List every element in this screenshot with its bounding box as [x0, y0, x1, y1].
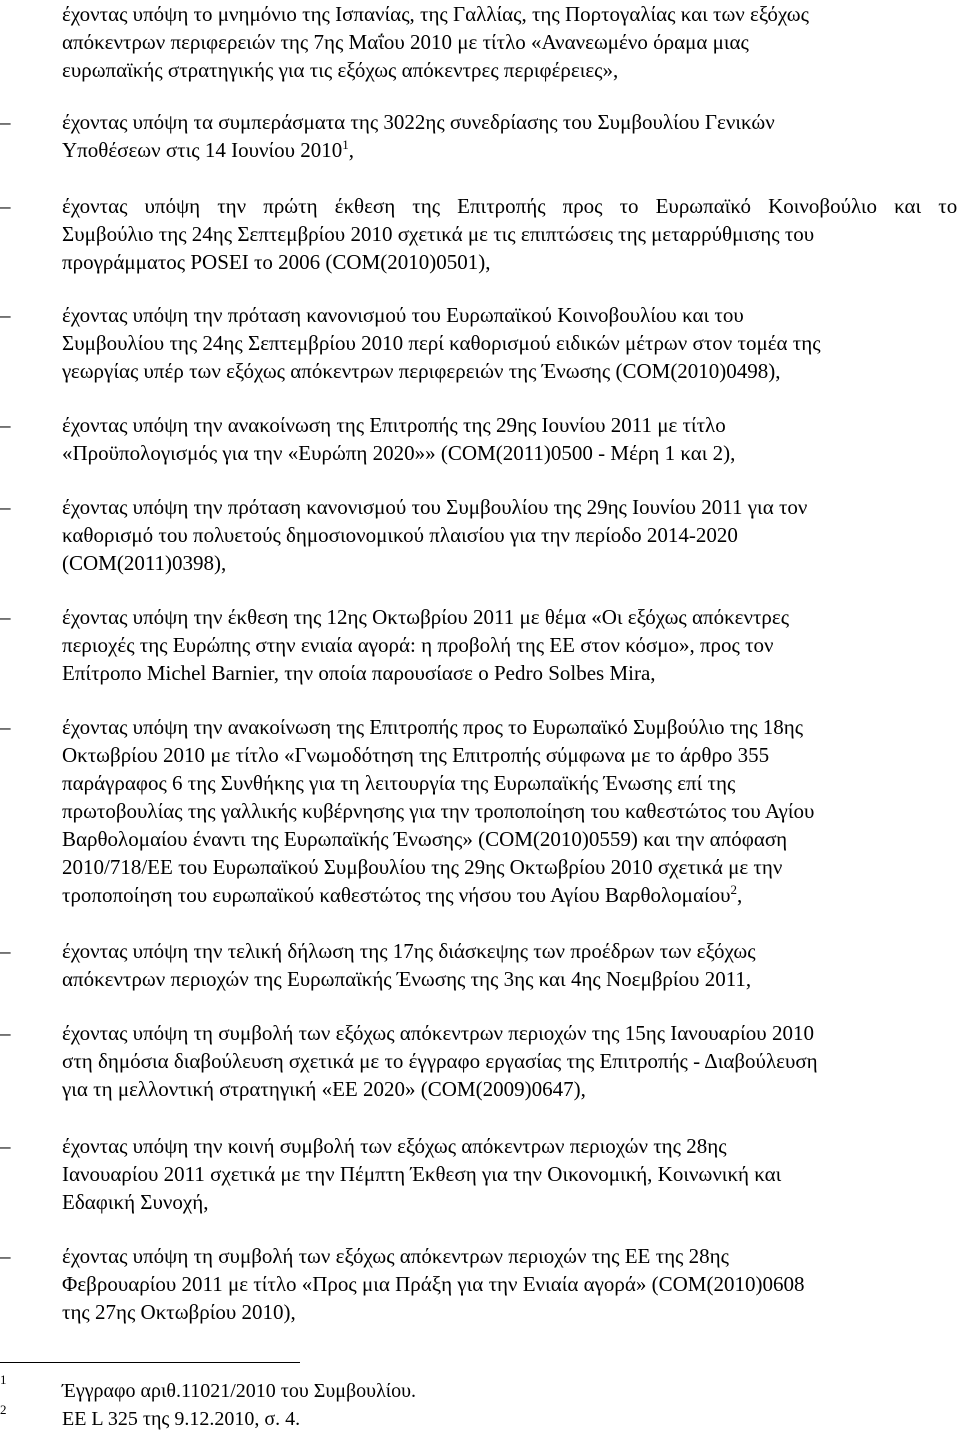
dash-bullet: – [0, 1134, 11, 1158]
text-line: στη δημόσια διαβούλευση σχετικά με το έγγραφο εργασίας της Επιτροπής - Διαβούλευση [62, 1049, 818, 1073]
text-line: έχοντας υπόψη την κοινή συμβολή των εξόχως απόκεντρων περιοχών της 28ης [62, 1134, 727, 1158]
text-line: απόκεντρων περιφερειών της 7ης Μαΐου 2010 με τίτλο «Ανανεωμένο όραμα μιας [62, 30, 749, 54]
text-line: «Προϋπολογισμός για την «Ευρώπη 2020»» (COM(2011)0500 - Μέρη 1 και 2), [62, 441, 736, 465]
dash-bullet: – [0, 110, 11, 134]
text-line [62, 881, 957, 909]
text-line: ευρωπαϊκής στρατηγικής για τις εξόχως απόκεντρες περιφέρειες», [62, 58, 619, 82]
text-line: έχοντας υπόψη το μνημόνιο της Ισπανίας, της Γαλλίας, της Πορτογαλίας και των εξόχως [62, 2, 809, 26]
footnote-text: Έγγραφο αριθ.11021/2010 του Συμβουλίου. [62, 1380, 417, 1402]
footnote-number: 1 [0, 1372, 7, 1387]
dash-bullet: – [0, 605, 11, 629]
list-item-text [62, 937, 957, 993]
dash-bullet: – [0, 939, 11, 963]
dash-bullet: – [0, 413, 11, 437]
list-item-text [62, 108, 957, 164]
text-span: , [348, 138, 355, 162]
footnote-number: 2 [0, 1402, 7, 1417]
list-item-text [62, 493, 957, 577]
text-line: Συμβουλίου της 24ης Σεπτεμβρίου 2010 περί καθορισμού ειδικών μέτρων στον τομέα της [62, 331, 821, 355]
text-line: Επίτροπο Michel Barnier, την οποία παρουσίασε ο Pedro Solbes Mira, [62, 661, 656, 685]
text-line: προγράμματος POSEI το 2006 (COM(2010)0501), [62, 250, 491, 274]
text-line: έχοντας υπόψη τη συμβολή των εξόχως απόκεντρων περιοχών της ΕΕ της 28ης [62, 1244, 729, 1268]
text-line: Βαρθολομαίου έναντι της Ευρωπαϊκής Ένωσης» (COM(2010)0559) και την απόφαση [62, 827, 788, 851]
text-line: έχοντας υπόψη τα συμπεράσματα της 3022ης συνεδρίασης του Συμβουλίου Γενικών [62, 110, 775, 134]
text-line: Φεβρουαρίου 2011 με τίτλο «Προς μια Πράξη για την Ενιαία αγορά» (COM(2010)0608 [62, 1272, 805, 1296]
dash-bullet: – [0, 1244, 11, 1268]
dash-bullet: – [0, 495, 11, 519]
text-line: Συμβούλιο της 24ης Σεπτεμβρίου 2010 σχετικά με τις επιπτώσεις της μεταρρύθμισης του [62, 222, 815, 246]
list-item-text [62, 1019, 957, 1103]
list-item-text [62, 192, 957, 276]
text-line: έχοντας υπόψη την τελική δήλωση της 17ης διάσκεψης των προέδρων των εξόχως [62, 939, 756, 963]
text-line: για τη μελλοντική στρατηγική «ΕΕ 2020» (COM(2009)0647), [62, 1077, 586, 1101]
footnote-divider [0, 1362, 300, 1363]
footnote-ref: 1 [342, 137, 349, 152]
text-line: απόκεντρων περιοχών της Ευρωπαϊκής Ένωσης της 3ης και 4ης Νοεμβρίου 2011, [62, 967, 752, 991]
list-item-text [62, 1132, 957, 1216]
text-line: (COM(2011)0398), [62, 551, 227, 575]
text-span: Υποθέσεων στις 14 Ιουνίου 2010 [62, 138, 343, 162]
list-item-text [62, 713, 957, 909]
text-line: έχοντας υπόψη την πρόταση κανονισμού του Ευρωπαϊκού Κοινοβουλίου και του [62, 303, 744, 327]
list-item-text [62, 301, 957, 385]
text-line: έχοντας υπόψη την ανακοίνωση της Επιτροπής της 29ης Ιουνίου 2011 με τίτλο [62, 413, 726, 437]
text-span: τροποποίηση του ευρωπαϊκού καθεστώτος της νήσου του Αγίου Βαρθολομαίου [62, 883, 731, 907]
text-line: της 27ης Οκτωβρίου 2010), [62, 1300, 296, 1324]
text-line: περιοχές της Ευρώπης στην ενιαία αγορά: η προβολή της ΕΕ στον κόσμο», προς τον [62, 633, 774, 657]
text-line: Εδαφική Συνοχή, [62, 1190, 209, 1214]
text-line: έχοντας υπόψη την πρώτη έκθεση της Επιτροπής προς το Ευρωπαϊκό Κοινοβούλιο και το [62, 194, 958, 218]
dash-bullet: – [0, 1021, 11, 1045]
text-line: παράγραφος 6 της Συνθήκης για τη λειτουργία της Ευρωπαϊκής Ένωσης επί της [62, 771, 736, 795]
dash-bullet: – [0, 194, 11, 218]
dash-bullet: – [0, 715, 11, 739]
text-line: έχοντας υπόψη την πρόταση κανονισμού του Συμβουλίου της 29ης Ιουνίου 2011 για τον [62, 495, 808, 519]
text-line: Οκτωβρίου 2010 με τίτλο «Γνωμοδότηση της Επιτροπής σύμφωνα με το άρθρο 355 [62, 743, 770, 767]
footnote-ref: 2 [730, 882, 737, 897]
footnote-text: ΕΕ L 325 της 9.12.2010, σ. 4. [62, 1408, 301, 1430]
text-line: γεωργίας υπέρ των εξόχως απόκεντρων περιφερειών της Ένωσης (COM(2010)0498), [62, 359, 781, 383]
text-line: 2010/718/ΕΕ του Ευρωπαϊκού Συμβουλίου της 29ης Οκτωβρίου 2010 σχετικά με την [62, 855, 783, 879]
text-span: , [737, 883, 743, 907]
list-item-text [62, 603, 957, 687]
list-item-text [62, 1242, 957, 1326]
text-line: έχοντας υπόψη την ανακοίνωση της Επιτροπής προς το Ευρωπαϊκό Συμβούλιο της 18ης [62, 715, 804, 739]
text-line: έχοντας υπόψη την έκθεση της 12ης Οκτωβρίου 2011 με θέμα «Οι εξόχως απόκεντρες [62, 605, 790, 629]
list-item-text [62, 411, 957, 467]
list-item-text [62, 0, 957, 84]
text-line: Ιανουαρίου 2011 σχετικά με την Πέμπτη Έκθεση για την Οικονομική, Κοινωνική και [62, 1162, 782, 1186]
dash-bullet: – [0, 303, 11, 327]
text-line [62, 136, 957, 164]
text-line: πρωτοβουλίας της γαλλικής κυβέρνησης για την τροποποίηση του καθεστώτος του Αγίου [62, 799, 815, 823]
text-line: καθορισμό του πολυετούς δημοσιονομικού πλαισίου για την περίοδο 2014-2020 [62, 523, 738, 547]
text-line: έχοντας υπόψη τη συμβολή των εξόχως απόκεντρων περιοχών της 15ης Ιανουαρίου 2010 [62, 1021, 814, 1045]
